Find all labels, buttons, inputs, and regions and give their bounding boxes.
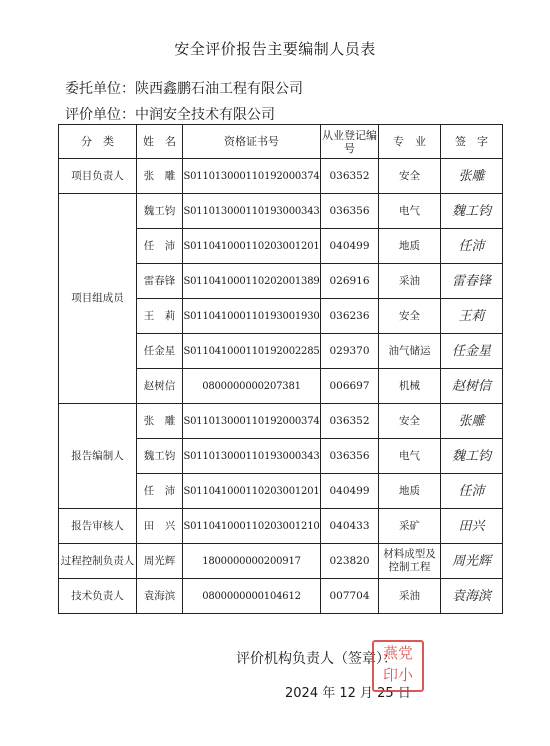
signature-cell: 田兴 (441, 509, 503, 544)
signature-cell: 赵树信 (441, 369, 503, 404)
signature-cell: 雷春锋 (441, 264, 503, 299)
category-cell: 技术负责人 (59, 579, 137, 614)
major-cell: 地质 (379, 229, 441, 264)
header-sign: 签 字 (441, 125, 503, 159)
category-cell: 报告编制人 (59, 404, 137, 509)
name-cell: 魏工钧 (137, 439, 183, 474)
name-cell: 袁海滨 (137, 579, 183, 614)
major-cell: 机械 (379, 369, 441, 404)
major-cell: 地质 (379, 474, 441, 509)
signature-cell: 任金星 (441, 334, 503, 369)
cert-cell: S011041000110192002285 (183, 334, 321, 369)
table-row (59, 159, 503, 194)
signature-cell: 魏工钧 (441, 194, 503, 229)
cert-cell: S011013000110192000374 (183, 159, 321, 194)
table-row (59, 544, 503, 579)
major-cell: 采油 (379, 264, 441, 299)
table-row (59, 579, 503, 614)
name-cell: 任 沛 (137, 229, 183, 264)
header-category: 分 类 (59, 125, 137, 159)
name-cell: 任金星 (137, 334, 183, 369)
reg-cell: 036356 (321, 194, 379, 229)
cert-cell: S011041000110203001210 (183, 509, 321, 544)
assessor-line: 评价单位：中润安全技术有限公司 (65, 107, 275, 123)
table-row (59, 509, 503, 544)
major-cell: 采油 (379, 579, 441, 614)
cert-cell: S011041000110203001201 (183, 229, 321, 264)
reg-cell: 036356 (321, 439, 379, 474)
reg-cell: 036352 (321, 404, 379, 439)
client-line: 委托单位：陕西鑫鹏石油工程有限公司 (65, 81, 303, 97)
name-cell: 王 莉 (137, 299, 183, 334)
signature-cell: 任沛 (441, 474, 503, 509)
name-cell: 雷春锋 (137, 264, 183, 299)
table-row (59, 404, 503, 439)
name-cell: 田 兴 (137, 509, 183, 544)
major-cell: 电气 (379, 194, 441, 229)
name-cell: 周光辉 (137, 544, 183, 579)
name-cell: 张 雕 (137, 159, 183, 194)
table-header-row (59, 125, 503, 159)
name-cell: 赵树信 (137, 369, 183, 404)
signature-cell: 袁海滨 (441, 579, 503, 614)
signature-cell: 周光辉 (441, 544, 503, 579)
category-cell: 项目组成员 (59, 194, 137, 404)
document-title: 安全评价报告主要编制人员表 (174, 40, 376, 58)
major-cell: 采矿 (379, 509, 441, 544)
name-cell: 张 雕 (137, 404, 183, 439)
reg-cell: 023820 (321, 544, 379, 579)
header-reg: 从业登记编号 (321, 125, 379, 159)
reg-cell: 007704 (321, 579, 379, 614)
name-cell: 魏工钧 (137, 194, 183, 229)
footer-signature-label: 评价机构负责人（签章）： (236, 651, 397, 667)
signature-cell: 任沛 (441, 229, 503, 264)
category-cell: 报告审核人 (59, 509, 137, 544)
cert-cell: 1800000000200917 (183, 544, 321, 579)
reg-cell: 006697 (321, 369, 379, 404)
cert-cell: S011041000110203001201 (183, 474, 321, 509)
reg-cell: 036352 (321, 159, 379, 194)
header-name: 姓 名 (137, 125, 183, 159)
major-cell: 电气 (379, 439, 441, 474)
reg-cell: 040499 (321, 474, 379, 509)
cert-cell: S011013000110192000374 (183, 404, 321, 439)
major-cell: 油气储运 (379, 334, 441, 369)
cert-cell: 0800000000207381 (183, 369, 321, 404)
red-seal-stamp: 燕党 印小 (372, 640, 424, 692)
signature-cell: 张雕 (441, 159, 503, 194)
table-row (59, 194, 503, 229)
personnel-table (58, 124, 503, 614)
reg-cell: 026916 (321, 264, 379, 299)
cert-cell: S011013000110193000343 (183, 439, 321, 474)
signature-cell: 王莉 (441, 299, 503, 334)
reg-cell: 036236 (321, 299, 379, 334)
cert-cell: S011041000110202001389 (183, 264, 321, 299)
footer-date: 2024 年 12 月 25 日 (285, 686, 411, 701)
major-cell: 安全 (379, 404, 441, 439)
major-cell: 材料成型及控制工程 (379, 544, 441, 579)
reg-cell: 040433 (321, 509, 379, 544)
major-cell: 安全 (379, 299, 441, 334)
category-cell: 过程控制负责人 (59, 544, 137, 579)
category-cell: 项目负责人 (59, 159, 137, 194)
cert-cell: S011041000110193001930 (183, 299, 321, 334)
cert-cell: S011013000110193000343 (183, 194, 321, 229)
major-cell: 安全 (379, 159, 441, 194)
signature-cell: 魏工钧 (441, 439, 503, 474)
table-body (59, 159, 503, 614)
header-cert: 资格证书号 (183, 125, 321, 159)
header-major: 专 业 (379, 125, 441, 159)
reg-cell: 040499 (321, 229, 379, 264)
cert-cell: 0800000000104612 (183, 579, 321, 614)
name-cell: 任 沛 (137, 474, 183, 509)
signature-cell: 张雕 (441, 404, 503, 439)
reg-cell: 029370 (321, 334, 379, 369)
